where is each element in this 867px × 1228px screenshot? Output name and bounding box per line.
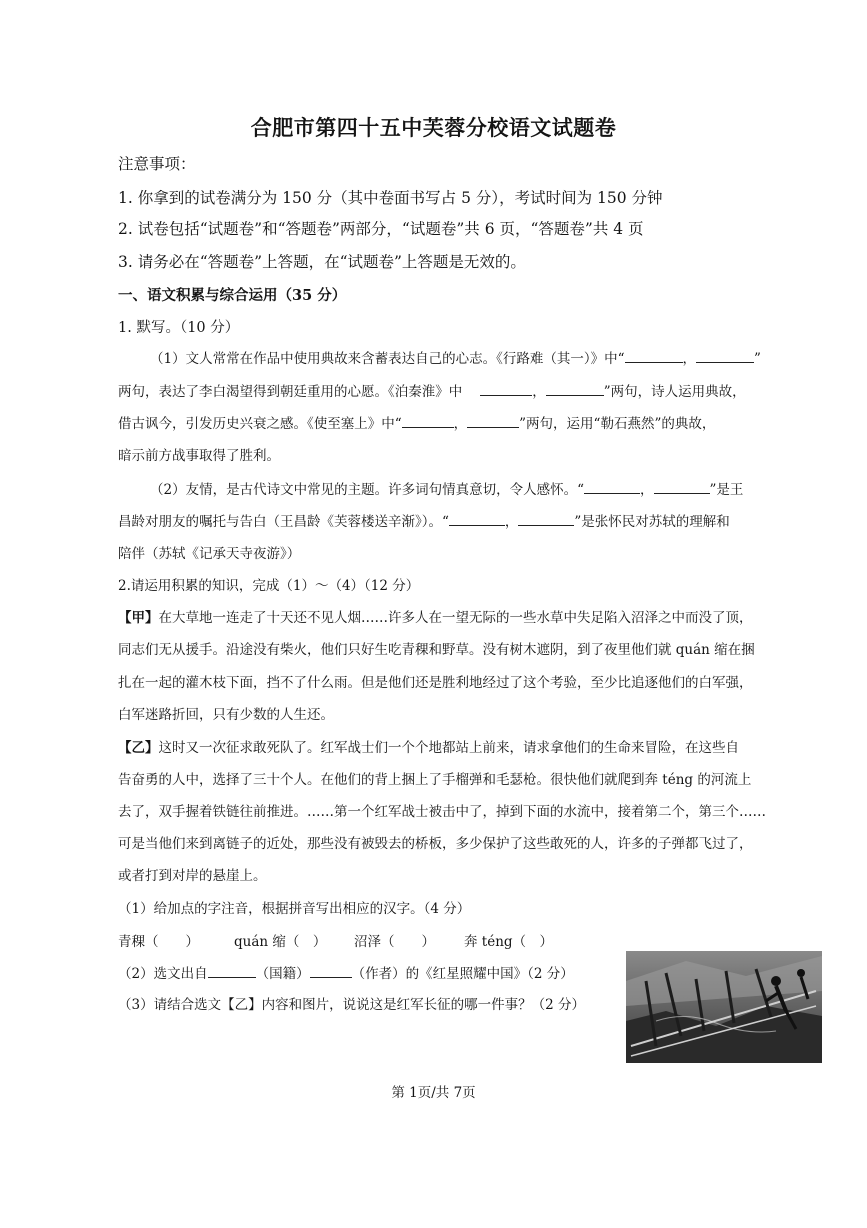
q1-part1-line3: 借古讽今，引发历史兴衰之感。《使至塞上》中“ ， ”两句，运用“勒石燕然”的典故，	[118, 412, 715, 432]
q1-part2-line3: 陪伴（苏轼《记承天寺夜游》）	[118, 546, 301, 562]
answer-blank[interactable]	[467, 413, 519, 428]
red-army-bridge-photo	[626, 951, 822, 1063]
passage-jia-line2: 同志们无从援手。沿途没有柴火，他们只好生吃青稞和野草。没有树木遮阴，到了夜里他们就 quán 缩在捆	[118, 642, 755, 658]
pinyin-item-2[interactable]: quán 缩（ ）	[234, 934, 327, 950]
answer-blank[interactable]	[208, 963, 256, 978]
answer-blank[interactable]	[625, 348, 683, 363]
answer-blank[interactable]	[310, 963, 352, 978]
bridge-photo-illustration	[626, 951, 822, 1063]
answer-blank[interactable]	[654, 479, 710, 494]
answer-blank[interactable]	[546, 381, 604, 396]
answer-blank[interactable]	[584, 479, 640, 494]
page-title: 合肥市第四十五中芙蓉分校语文试题卷	[250, 115, 617, 140]
notice-item-1: 1. 你拿到的试卷满分为 150 分（其中卷面书写占 5 分），考试时间为 150 分钟	[118, 189, 663, 207]
answer-blank[interactable]	[696, 348, 754, 363]
passage-jia-line4: 白军迷路折回，只有少数的人生还。	[118, 707, 334, 723]
sub-question-2: （2）选文出自 （国籍） （作者）的《红星照耀中国》（2 分）	[118, 962, 574, 982]
q1-part2-line2: 昌龄对朋友的嘱托与告白（王昌龄《芙蓉楼送辛渐》）。“ ， ”是张怀民对苏轼的理解和	[118, 510, 730, 530]
q1-part1-line2: 两句，表达了李白渴望得到朝廷重用的心愿。《泊秦淮》中 ， ”两句，诗人运用典故，	[118, 380, 746, 400]
question-1-title: 1. 默写。（10 分）	[118, 320, 240, 336]
section-heading: 一、语文积累与综合运用（35 分）	[118, 287, 347, 304]
passage-yi-line1: 【乙】这时又一次征求敢死队了。红军战士们一个个地都站上前来，请求拿他们的生命来冒险，在这些自	[118, 740, 739, 756]
notice-item-2: 2. 试卷包括“试题卷”和“答题卷”两部分，“试题卷”共 6 页，“答题卷”共 4 页	[118, 220, 644, 238]
passage-yi-line2: 告奋勇的人中，选择了三十个人。在他们的背上捆上了手榴弹和毛瑟枪。很快他们就爬到奔 téng 的河流上	[118, 772, 752, 788]
pinyin-item-4[interactable]: 奔 téng（ ）	[464, 934, 554, 950]
passage-yi-line3: 去了，双手握着铁链往前推进。……第一个红军战士被击中了，掉到下面的水流中，接着第二个，第三个……	[118, 804, 766, 820]
q1-part1-line4: 暗示前方战事取得了胜利。	[118, 448, 280, 464]
notice-item-3: 3. 请务必在“答题卷”上答题，在“试题卷”上答题是无效的。	[118, 253, 526, 271]
passage-yi-line5: 或者打到对岸的悬崖上。	[118, 868, 267, 884]
q1-part1-line1: （1）文人常常在作品中使用典故来含蓄表达自己的心志。《行路难（其一）》中“ ， ”	[150, 347, 761, 367]
answer-blank[interactable]	[449, 511, 505, 526]
pinyin-item-3[interactable]: 沼泽（ ）	[354, 934, 435, 950]
pinyin-item-1[interactable]: 青稞（ ）	[118, 934, 199, 950]
question-2-title: 2.请运用积累的知识，完成（1）～（4）（12 分）	[118, 578, 420, 594]
passage-jia-line3: 扎在一起的灌木枝下面，挡不了什么雨。但是他们还是胜利地经过了这个考验，至少比追逐他们的白军强，	[118, 675, 753, 691]
notice-header: 注意事项：	[118, 155, 196, 173]
sub-question-1: （1）给加点的字注音，根据拼音写出相应的汉字。（4 分）	[118, 901, 471, 917]
page-footer: 第 1页/共 7页	[391, 1085, 476, 1101]
answer-blank[interactable]	[402, 413, 454, 428]
answer-blank[interactable]	[518, 511, 574, 526]
passage-jia-line1: 【甲】在大草地一连走了十天还不见人烟……许多人在一望无际的一些水草中失足陷入沼泽之中而没了顶，	[118, 610, 753, 626]
answer-blank[interactable]	[480, 381, 532, 396]
passage-yi-line4: 可是当他们来到离链子的近处，那些没有被毁去的桥板，多少保护了这些敢死的人，许多的子弹都飞过了，	[118, 836, 753, 852]
q1-part2-line1: （2）友情，是古代诗文中常见的主题。许多词句情真意切，令人感怀。“ ， ”是王	[150, 478, 743, 498]
sub-question-3: （3）请结合选文【乙】内容和图片，说说这是红军长征的哪一件事？（2 分）	[118, 997, 585, 1013]
